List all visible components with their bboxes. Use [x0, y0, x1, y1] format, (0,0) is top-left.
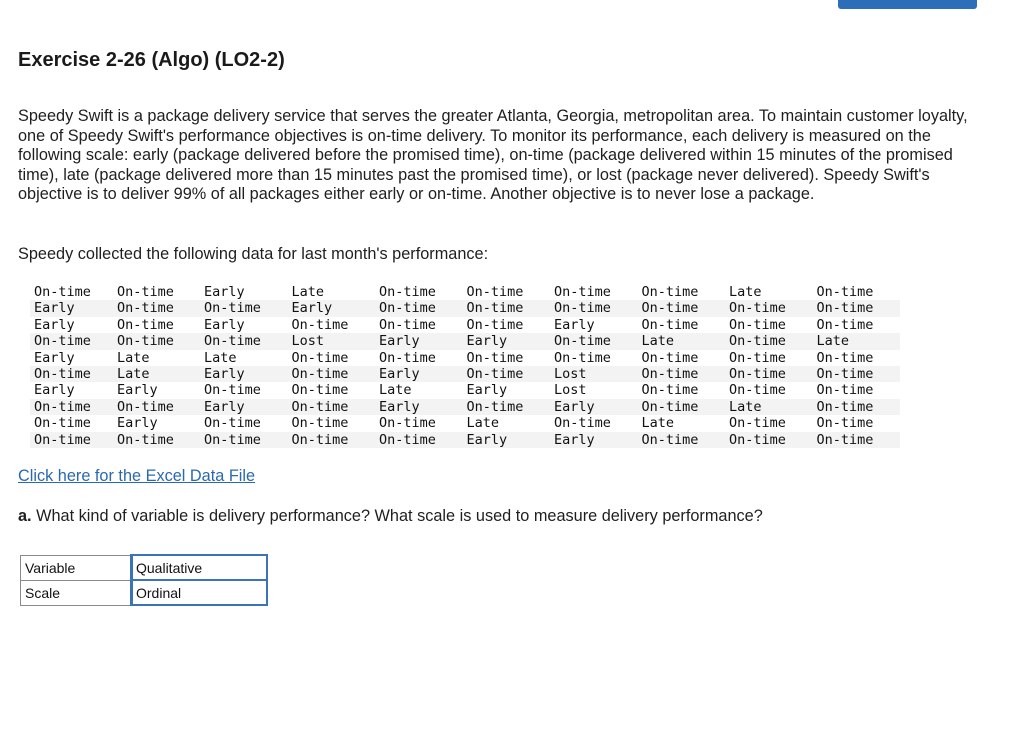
table-cell: On-time [729, 415, 786, 432]
data-intro-text: Speedy collected the following data for last month's performance: [18, 245, 489, 263]
table-cell: On-time [638, 366, 726, 382]
table-cell: On-time [813, 366, 901, 382]
table-cell: Early [463, 333, 551, 349]
table-cell: On-time [550, 333, 638, 349]
table-cell: On-time [204, 415, 261, 432]
table-cell: On-time [466, 349, 524, 366]
table-cell: On-time [288, 399, 376, 415]
table-cell: Late [379, 382, 412, 399]
table-cell: Late [641, 415, 675, 432]
table-row [30, 432, 900, 448]
table-cell: Early [550, 399, 638, 415]
table-cell: On-time [554, 349, 611, 366]
table-cell: On-time [725, 432, 813, 448]
scale-answer-field[interactable]: Ordinal [132, 580, 268, 605]
table-row [30, 399, 900, 415]
question-letter: a. [18, 507, 32, 525]
table-cell: On-time [291, 415, 349, 432]
table-cell: On-time [379, 415, 436, 432]
table-cell: Early [375, 366, 463, 382]
page-title: Exercise 2-26 (Algo) (LO2-2) [18, 49, 285, 71]
delivery-data-table [30, 284, 900, 448]
table-cell: On-time [117, 316, 174, 333]
table-cell: On-time [466, 284, 524, 300]
table-cell: On-time [288, 366, 376, 382]
table-cell: Early [375, 333, 463, 349]
table-cell: Late [813, 333, 901, 349]
answer-table [20, 554, 268, 606]
table-row [30, 317, 900, 333]
question-a [18, 507, 763, 526]
table-cell: On-time [34, 415, 91, 432]
table-cell: On-time [641, 284, 699, 300]
table-cell: On-time [725, 300, 813, 316]
table-cell: On-time [30, 432, 113, 448]
table-cell: Early [463, 432, 551, 448]
table-cell: Late [638, 333, 726, 349]
table-cell: Late [204, 349, 237, 366]
table-cell: On-time [30, 333, 113, 349]
table-cell: Early [200, 366, 288, 382]
table-cell: On-time [638, 399, 726, 415]
variable-answer-field[interactable]: Qualitative [132, 555, 268, 580]
table-cell: On-time [113, 333, 200, 349]
table-row [30, 382, 900, 398]
table-row [30, 284, 900, 300]
table-cell: Early [34, 349, 75, 366]
table-cell: On-time [375, 300, 463, 316]
table-cell: On-time [816, 382, 874, 399]
table-cell: On-time [379, 284, 436, 300]
table-cell: On-time [641, 316, 699, 333]
table-cell: On-time [816, 284, 874, 300]
table-cell: On-time [725, 366, 813, 382]
table-cell: On-time [200, 432, 288, 448]
table-cell: On-time [117, 284, 174, 300]
table-cell: Late [113, 366, 200, 382]
table-cell: On-time [30, 399, 113, 415]
table-cell: On-time [554, 415, 611, 432]
table-cell: Early [117, 415, 158, 432]
table-cell: On-time [463, 366, 551, 382]
table-cell: On-time [550, 300, 638, 316]
table-cell: Early [117, 382, 158, 399]
table-cell: On-time [641, 349, 699, 366]
table-cell: Early [550, 432, 638, 448]
table-cell: Lost [554, 382, 587, 399]
table-cell: On-time [729, 316, 786, 333]
table-cell: On-time [34, 284, 91, 300]
table-cell: Late [725, 399, 813, 415]
table-cell: On-time [379, 349, 436, 366]
table-cell: On-time [638, 300, 726, 316]
table-cell: Early [204, 316, 245, 333]
table-cell: Early [204, 284, 245, 300]
table-cell: On-time [379, 316, 436, 333]
table-row [30, 350, 900, 366]
answer-row-scale [21, 580, 268, 605]
table-row [30, 333, 900, 349]
table-cell: On-time [288, 432, 376, 448]
answer-row-variable [21, 555, 268, 580]
table-cell: On-time [200, 333, 288, 349]
table-cell: On-time [816, 349, 874, 366]
table-cell: Early [375, 399, 463, 415]
table-cell: On-time [816, 415, 874, 432]
table-cell: On-time [813, 399, 901, 415]
table-cell: Late [291, 284, 325, 300]
table-cell: Early [200, 399, 288, 415]
table-cell: Lost [288, 333, 376, 349]
table-cell: On-time [30, 366, 113, 382]
table-cell: On-time [204, 382, 261, 399]
table-cell: Lost [550, 366, 638, 382]
table-row [30, 300, 900, 316]
table-cell: On-time [466, 316, 524, 333]
table-cell: On-time [463, 300, 551, 316]
top-action-button[interactable] [838, 0, 977, 9]
table-cell: On-time [291, 316, 349, 333]
table-cell: Late [729, 284, 762, 300]
table-cell: On-time [641, 382, 699, 399]
table-cell: Late [466, 415, 500, 432]
excel-data-file-link[interactable]: Click here for the Excel Data File [18, 467, 256, 485]
table-row [30, 415, 900, 431]
table-cell: On-time [729, 349, 786, 366]
table-cell: Early [30, 300, 113, 316]
table-cell: On-time [729, 382, 786, 399]
table-cell: On-time [291, 349, 349, 366]
table-cell: On-time [375, 432, 463, 448]
table-cell: Early [466, 382, 508, 399]
table-cell: On-time [813, 432, 901, 448]
table-cell: On-time [813, 300, 901, 316]
table-cell: Early [554, 316, 595, 333]
table-cell: On-time [113, 300, 200, 316]
table-cell: Early [34, 316, 75, 333]
table-cell: Late [117, 349, 150, 366]
table-cell: On-time [554, 284, 611, 300]
table-cell: On-time [725, 333, 813, 349]
table-cell: On-time [200, 300, 288, 316]
table-row [30, 366, 900, 382]
table-cell: On-time [291, 382, 349, 399]
table-cell: On-time [113, 399, 200, 415]
table-cell: On-time [463, 399, 551, 415]
answer-label-variable: Variable [21, 555, 132, 580]
answer-label-scale: Scale [21, 580, 132, 605]
problem-description: Speedy Swift is a package delivery service that serves the greater Atlanta, Georgia, metropolitan area. To maintain customer loyalty, one of Speedy Swift's performance objectives is on-time delivery. To monitor its performance, each delivery is measured on the following scale: early (package delivered before the promised time), on-time (package delivered within 15 minutes of the promised time), late (package delivered more than 15 minutes past the promised time), or lost (package never delivered). Speedy Swift's objective is to deliver 99% of all packages either early or on-time. Another objective is to never lose a package. [18, 107, 968, 204]
table-cell: On-time [638, 432, 726, 448]
table-cell: Early [288, 300, 376, 316]
table-cell: Early [34, 382, 75, 399]
table-cell: On-time [113, 432, 200, 448]
table-cell: On-time [816, 316, 874, 333]
question-text: What kind of variable is delivery performance? What scale is used to measure delivery performance? [31, 507, 763, 525]
